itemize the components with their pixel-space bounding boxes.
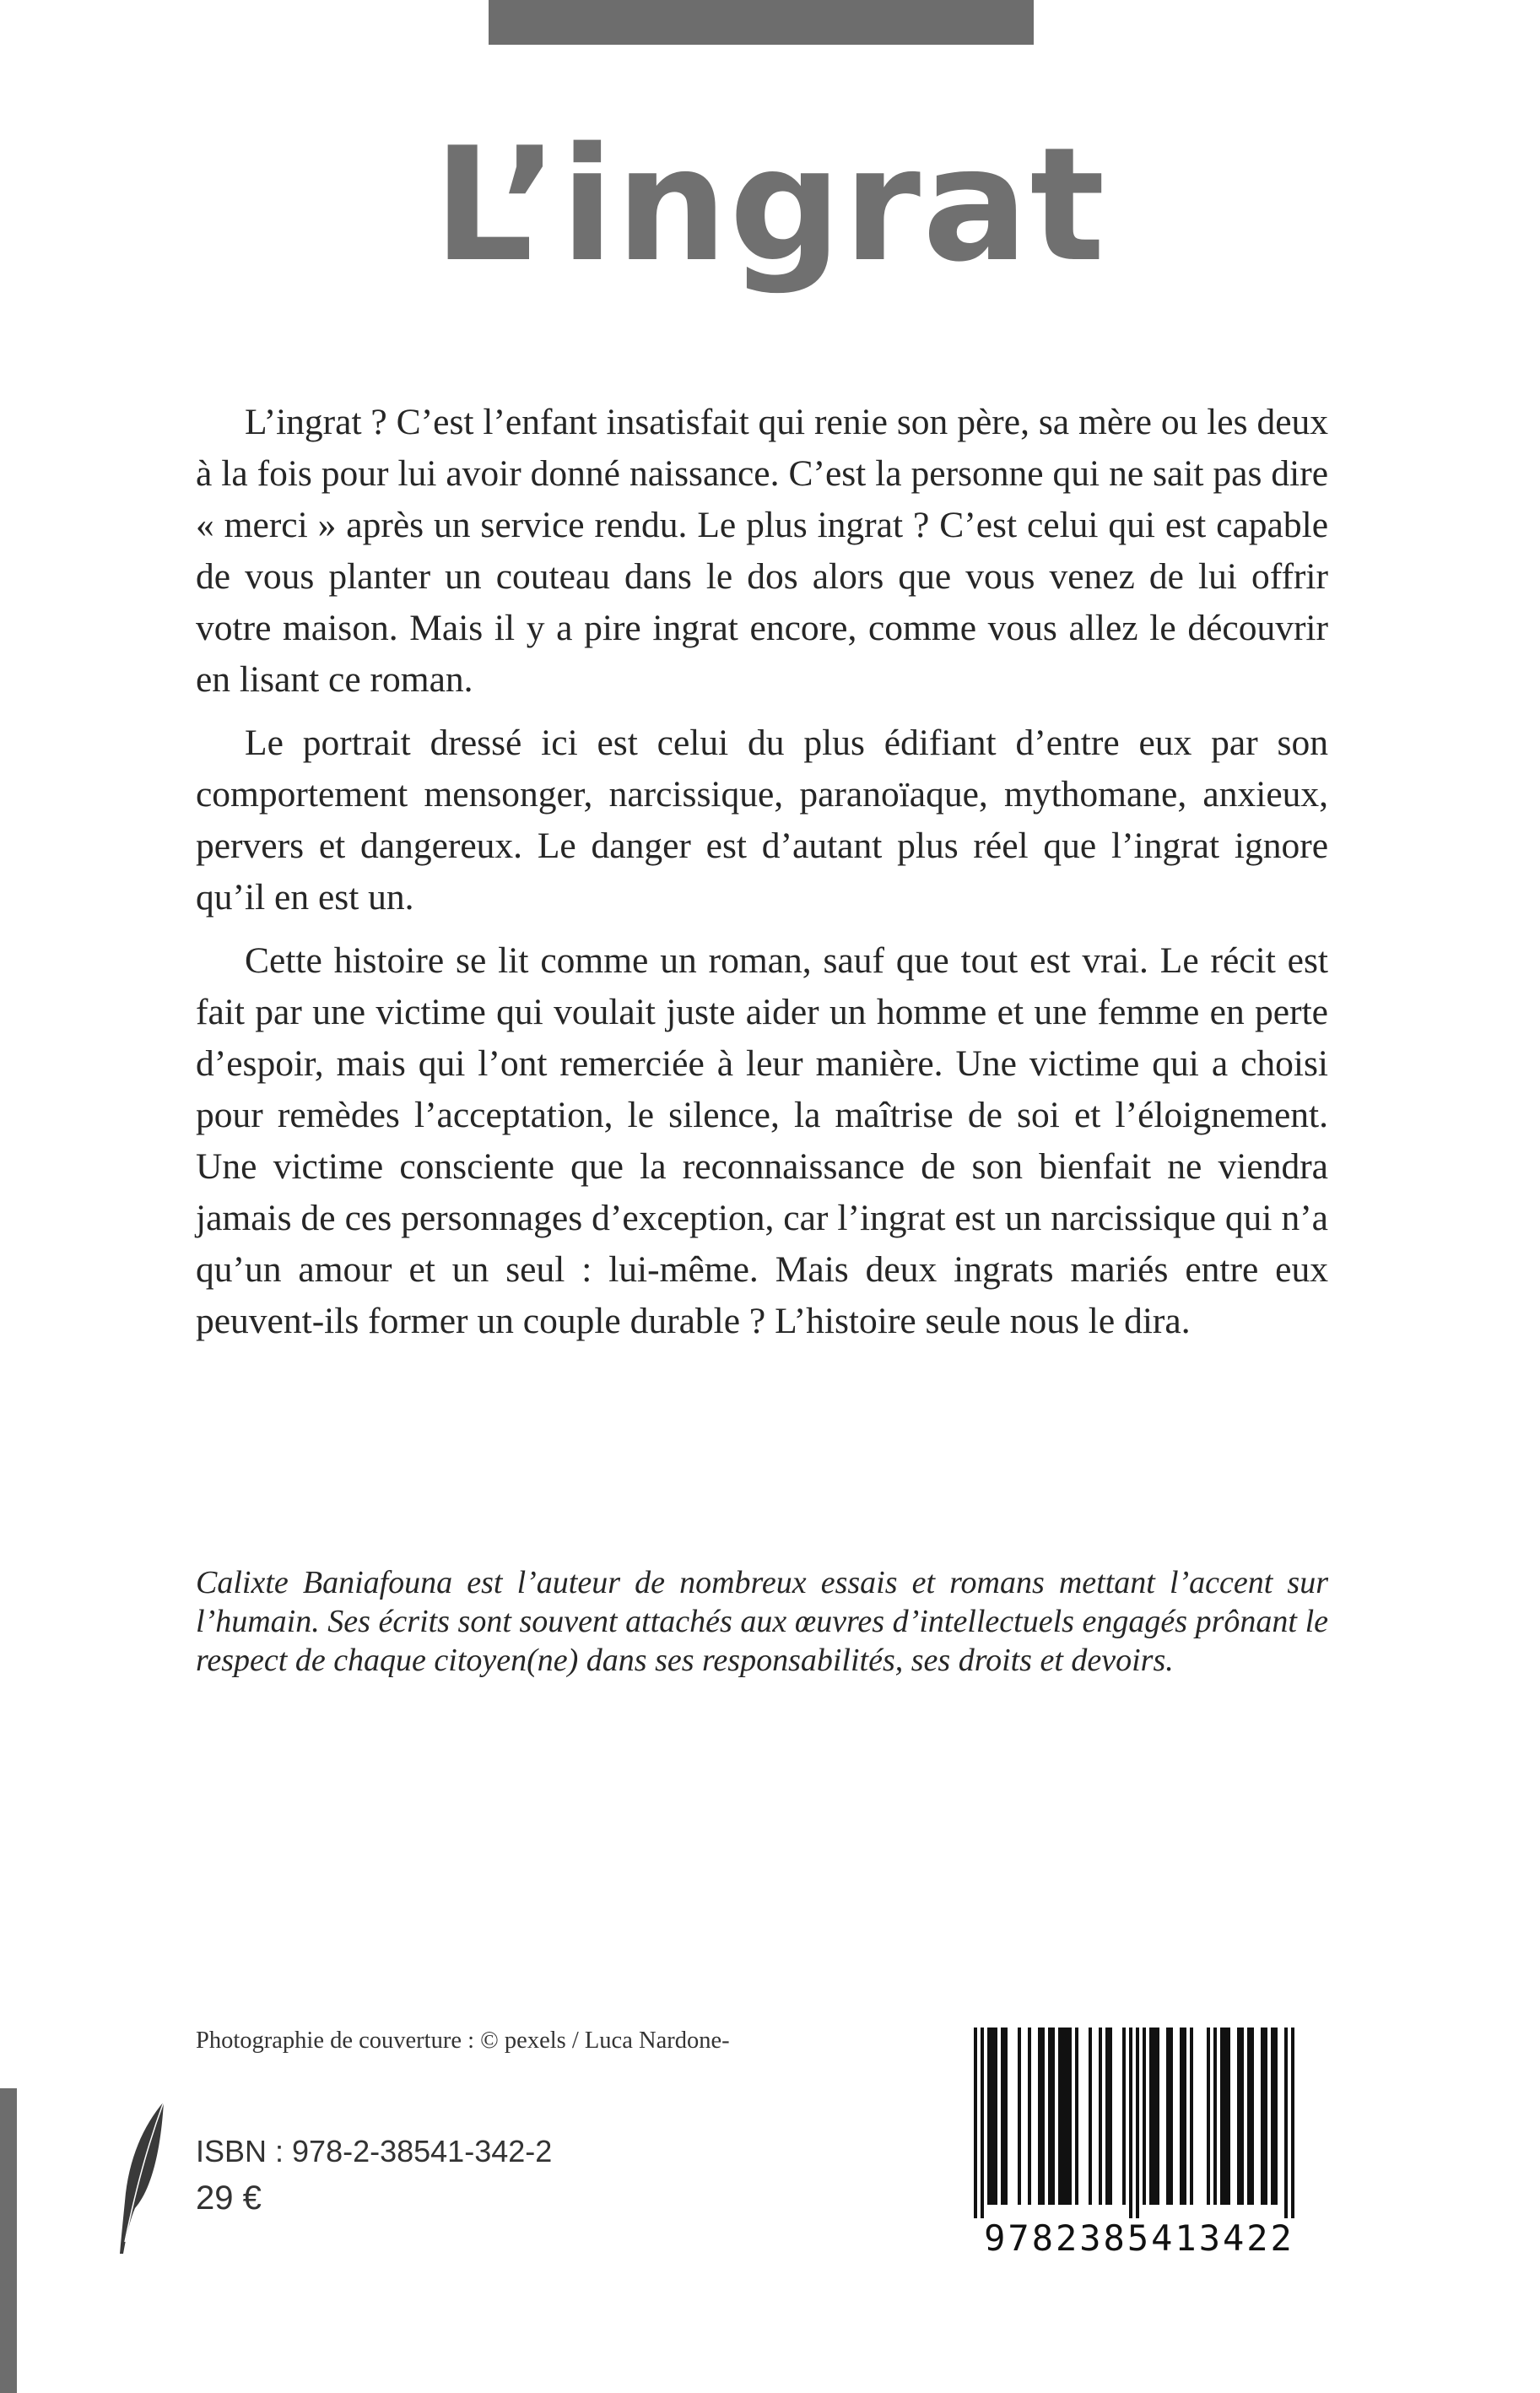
- barcode-bar: [1068, 2028, 1072, 2205]
- barcode-bar: [1075, 2028, 1078, 2205]
- barcode-bar: [1109, 2028, 1112, 2205]
- barcode-number: 9782385413422: [984, 2217, 1294, 2257]
- barcode-bar: [1271, 2028, 1274, 2205]
- barcode-bar: [1099, 2028, 1102, 2205]
- blurb-paragraph: L’ingrat ? C’est l’enfant insatisfait qui renie son père, sa mère ou les deux à la fois pour lui avoir donné naissance. C’est la personne qui ne sait pas dire « merci » après un service rendu. Le plus ingrat ? C’est celui qui est capable de vous planter un couteau dans le dos alors que vous venez de lui offrir votre maison. Mais il y a pire ingrat encore, comme vous allez le découvrir en lisant ce roman.: [196, 402, 1328, 700]
- barcode-bar: [1153, 2028, 1156, 2205]
- barcode-bar: [1227, 2028, 1230, 2205]
- barcode-bar: [1028, 2028, 1031, 2205]
- barcode-bar: [1190, 2028, 1193, 2205]
- barcode-bar: [1065, 2028, 1068, 2205]
- book-title: L’ingrat: [433, 113, 1107, 296]
- barcode-bar: [1089, 2028, 1092, 2205]
- side-color-band: [0, 2088, 17, 2393]
- blurb-paragraph: Le portrait dressé ici est celui du plus édifiant d’entre eux par son comportement mensonger, narcissique, paranoïaque, mythomane, anxieux, pervers et dangereux. Le danger est d’autant plus réel que l’ingrat ignore qu’il en est un.: [196, 723, 1328, 918]
- barcode-bar: [991, 2028, 994, 2205]
- barcode-bar: [1048, 2028, 1051, 2205]
- barcode-bar: [1058, 2028, 1062, 2205]
- barcode-bar: [1149, 2028, 1153, 2205]
- barcode-bar: [1001, 2028, 1004, 2205]
- barcode-bar: [1166, 2028, 1170, 2205]
- barcode-bar: [1018, 2028, 1021, 2205]
- barcode-bar: [994, 2028, 997, 2205]
- barcode-bar: [1051, 2028, 1055, 2205]
- barcode-bar: [987, 2028, 991, 2205]
- barcode-bar: [1220, 2028, 1224, 2205]
- barcode-bar: [1156, 2028, 1159, 2205]
- barcode-bar: [1207, 2028, 1210, 2205]
- barcode-bar: [1122, 2028, 1126, 2205]
- barcode-bar: [1251, 2028, 1254, 2205]
- barcode-bar: [1274, 2028, 1278, 2205]
- barcode-bar: [1247, 2028, 1251, 2205]
- barcode-bar: [1291, 2028, 1294, 2218]
- photo-credit: Photographie de couverture : © pexels / Luca Nardone-: [196, 2028, 730, 2054]
- barcode-bar: [1284, 2028, 1288, 2218]
- barcode-bar: [1213, 2028, 1217, 2205]
- barcode-bar: [1041, 2028, 1045, 2205]
- barcode-bar: [1062, 2028, 1065, 2205]
- barcode-bar: [1261, 2028, 1264, 2205]
- feather-icon: [118, 2100, 167, 2255]
- barcode-bar: [1180, 2028, 1183, 2205]
- barcode-bar: [1129, 2028, 1132, 2218]
- back-cover-blurb: [196, 397, 1328, 1359]
- barcode-bar: [1136, 2028, 1139, 2218]
- barcode-bar: [1038, 2028, 1041, 2205]
- barcode-bar: [1105, 2028, 1109, 2205]
- barcode-bar: [1264, 2028, 1267, 2205]
- isbn: ISBN : 978-2-38541-342-2: [196, 2134, 553, 2168]
- barcode-bar: [1224, 2028, 1227, 2205]
- barcode-bar: [974, 2028, 977, 2218]
- barcode-bar: [1143, 2028, 1146, 2205]
- barcode-bar: [1170, 2028, 1173, 2205]
- barcode-bar: [1004, 2028, 1008, 2205]
- barcode: [959, 2024, 1320, 2257]
- price: 29 €: [196, 2179, 262, 2217]
- barcode-bar: [981, 2028, 984, 2218]
- top-color-band: [489, 0, 1034, 45]
- barcode-bar: [1240, 2028, 1244, 2205]
- barcode-bar: [1237, 2028, 1240, 2205]
- barcode-bar: [1183, 2028, 1186, 2205]
- blurb-paragraph: Cette histoire se lit comme un roman, sauf que tout est vrai. Le récit est fait par une victime qui voulait juste aider un homme et une femme en perte d’espoir, mais qui l’ont remerciée à leur manière. Une victime qui a choisi pour remèdes l’acceptation, le silence, la maîtrise de soi et l’éloignement. Une victime consciente que la reconnaissance de son bienfait ne viendra jamais de ces personnages d’exception, car l’ingrat est un narcissique qui n’a qu’un amour et un seul : lui-même. Mais deux ingrats mariés entre eux peuvent-ils former un couple durable ? L’histoire seule nous le dira.: [196, 940, 1328, 1341]
- author-bio: Calixte Baniafouna est l’auteur de nombreux essais et romans mettant l’accent sur l’humain. Ses écrits sont souvent attachés aux œuvres d’intellectuels engagés prônant le respect de chaque citoyen(ne) dans ses responsabilités, ses droits et devoirs.: [196, 1565, 1328, 1678]
